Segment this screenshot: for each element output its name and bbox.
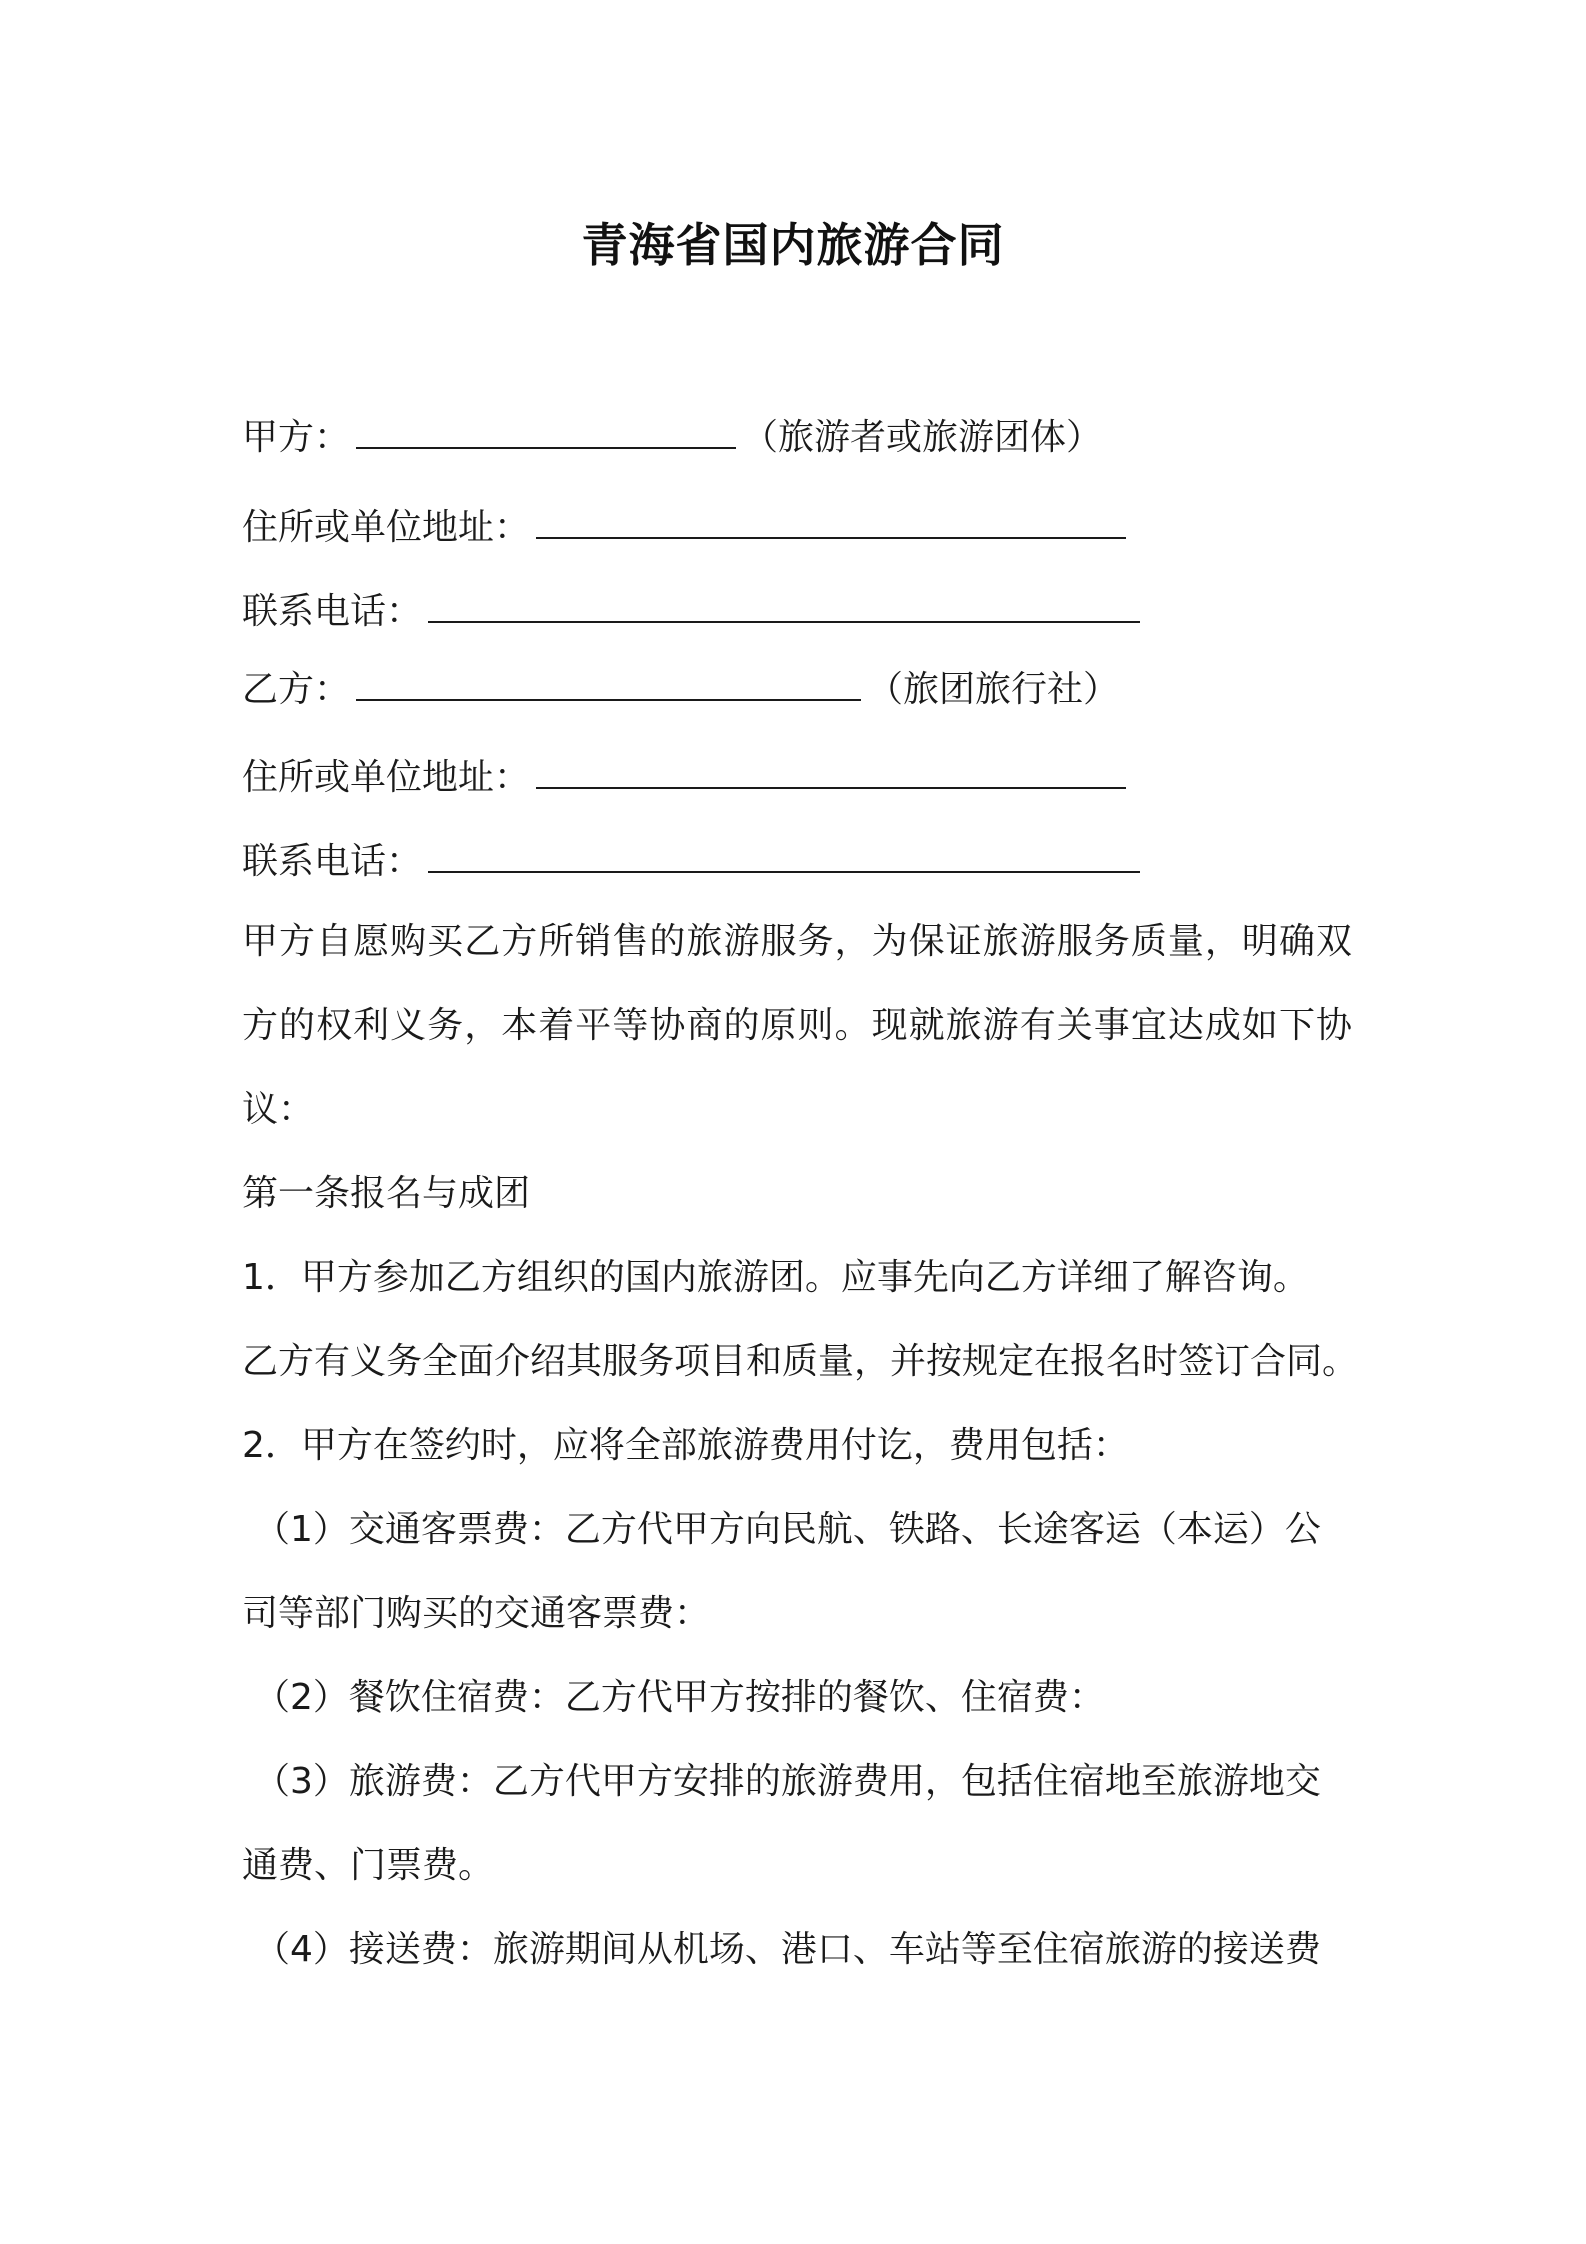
party-a-address-label: 住所或单位地址：	[242, 507, 531, 548]
party-b-address-blank[interactable]	[536, 751, 1126, 789]
sub-item-3-line-2: 通费、门票费。	[242, 1845, 495, 1886]
party-b-note: （旅团旅行社）	[867, 669, 1120, 710]
preamble-paragraph: 甲方自愿购买乙方所销售的旅游服务，为保证旅游服务质量，明确双方的权利义务，本着平等协商的原则。现就旅游有关事宜达成如下协议：	[242, 921, 1352, 1130]
party-a-label: 甲方：	[242, 417, 351, 458]
sub-item-4: （4）接送费：旅游期间从机场、港口、车站等至住宿旅游的接送费	[254, 1929, 1321, 1970]
sub-item-3-line-1: （3）旅游费：乙方代甲方安排的旅游费用，包括住宿地至旅游地交	[254, 1761, 1321, 1802]
item-1-line-1: 1．甲方参加乙方组织的国内旅游团。应事先向乙方详细了解咨询。	[242, 1257, 1309, 1298]
party-a-address-blank[interactable]	[536, 501, 1126, 539]
party-a-address-line	[242, 500, 1132, 556]
party-a-phone-blank[interactable]	[428, 585, 1140, 623]
party-a-phone-label: 联系电话：	[242, 591, 423, 632]
document-title: 青海省国内旅游合同	[581, 218, 1005, 272]
article-1-title: 第一条报名与成团	[242, 1173, 531, 1214]
sub-item-2: （2）餐饮住宿费：乙方代甲方按排的餐饮、住宿费：	[254, 1677, 1105, 1718]
party-b-address-label: 住所或单位地址：	[242, 757, 531, 798]
party-b-label: 乙方：	[242, 669, 351, 710]
party-b-phone-blank[interactable]	[428, 835, 1140, 873]
party-a-line	[242, 410, 1102, 466]
sub-item-1-line-2: 司等部门购买的交通客票费：	[242, 1593, 711, 1634]
party-a-phone-line	[242, 584, 1146, 640]
party-a-blank[interactable]	[356, 411, 736, 449]
party-b-blank[interactable]	[356, 663, 861, 701]
item-2: 2．甲方在签约时，应将全部旅游费用付讫，费用包括：	[242, 1425, 1129, 1466]
party-a-note: （旅游者或旅游团体）	[742, 417, 1103, 458]
sub-item-1-line-1: （1）交通客票费：乙方代甲方向民航、铁路、长途客运（本运）公	[254, 1509, 1321, 1550]
party-b-line	[242, 662, 1119, 718]
item-1-line-2: 乙方有义务全面介绍其服务项目和质量，并按规定在报名时签订合同。	[242, 1341, 1359, 1382]
party-b-address-line	[242, 750, 1132, 806]
party-b-phone-line	[242, 834, 1146, 890]
party-b-phone-label: 联系电话：	[242, 841, 423, 882]
